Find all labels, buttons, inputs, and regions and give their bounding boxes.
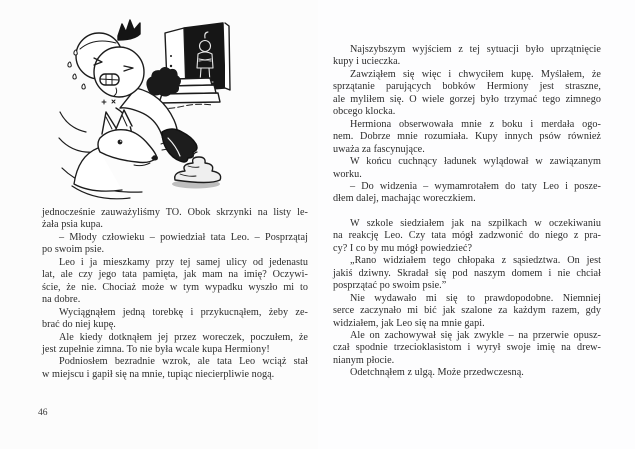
text-line: jednocześnie zauważyliśmy TO. Obok skrzynki na listy le- — [42, 207, 308, 218]
text-line: na dobre. — [42, 294, 81, 306]
text-line: po swoim psie. — [42, 244, 105, 256]
text-line: Ale on zachowywał się jak zwykle – na przerwie opusz- — [350, 329, 601, 341]
text-line: Leo i ja mieszkamy przy tej samej ulicy od jedenastu — [59, 256, 308, 268]
illustration — [58, 16, 238, 208]
right-page — [318, 0, 635, 449]
text-line: – Do widzenia – wymamrotałem do taty Leo i posze- — [350, 180, 601, 192]
mouth — [100, 74, 119, 85]
text-line: obcego klocka. — [333, 106, 396, 118]
text-line: lat, ale czy jego tata pamięta, jak mam na imię? Oczywi- — [42, 269, 308, 281]
text-line: ale myliłem się. O wiele gorzej było trzymać tego zimnego — [333, 93, 601, 105]
text-line: widziałem, jak Leo się na mnie gapi. — [333, 317, 485, 329]
text-line: nem. Dobrze mnie rozumiała. Kupy innych psów również — [333, 131, 601, 143]
text-line: Ale kiedy dotknąłem jej przez woreczek, poczułem, że — [59, 331, 308, 343]
text-line: Najszybszym wyjściem z tej sytuacji było uprzątnięcie — [350, 44, 601, 55]
text-line: Podniosłem bezradnie wzrok, ale tata Leo wciąż stał — [59, 356, 308, 368]
text-line: worku. — [333, 168, 362, 180]
page-number: 46 — [38, 408, 48, 418]
text-line: ście, że nie. Chociaż może w tym wypadku wyszło mi to — [42, 281, 308, 293]
text-line: Hermiona obserwowała mnie z boku i merdała ogo- — [350, 118, 601, 130]
text-line: czał spodnie trzecioklasistom i wyrył swoje imię na drew- — [333, 342, 601, 354]
text-line: Zawziąłem się więc i chwyciłem kupę. Myślałem, że — [350, 68, 601, 80]
text-line: na reakcję Leo. Czy tata mógł zadzwonić do niego z pra- — [333, 230, 601, 242]
text-line: Odetchnąłem z ulgą. Może przedwczesną. — [350, 367, 524, 379]
text-line: posprzątać po swoim psie.” — [333, 280, 447, 292]
text-line: – Młody człowieku – powiedział tata Leo. – Posprzątaj — [59, 231, 308, 243]
hair-tuft — [118, 20, 140, 40]
text-line: dłem dalej, machając woreczkiem. — [333, 193, 476, 205]
text-line: uważa za fascynujące. — [333, 143, 425, 155]
text-line: brać do niej kupę. — [42, 319, 116, 331]
text-line: sprzątanie parujących bobków Hermiony jest straszne, — [333, 81, 601, 93]
text-line: w miejscu i gapił się na mnie, tupiąc niecierpliwie nogą. — [42, 368, 275, 380]
text-line: Wyciągnąłem jedną torebkę i przykucnąłem, żeby ze- — [59, 306, 308, 318]
left-page-text — [42, 207, 308, 381]
text-line: cy? I co by mu mógł powiedzieć? — [333, 242, 473, 254]
text-line: żała psia kupa. — [42, 219, 103, 231]
text-line: „Rano widziałem tego chłopaka z sąsiedztwa. On jest — [350, 255, 601, 267]
text-line: kupy i ucieczka. — [333, 56, 401, 68]
bag-in-hand — [162, 129, 197, 162]
text-line: W szkole siedziałem jak na szpilkach w oczekiwaniu — [350, 217, 601, 229]
text-line: serce zaczynało mi bić jak szalone za każdym razem, gdy — [333, 305, 601, 317]
text-line: Nie wydawało mi się to prawdopodobne. Niemniej — [350, 292, 601, 304]
text-line: jakiś dziwny. Skradał się pod naszym domem i nie chciał — [333, 267, 601, 279]
text-line: jest zupełnie zimna. To nie była wcale kupa Hermiony! — [42, 343, 270, 355]
text-line: W końcu cuchnący ładunek wylądował w zawiązanym — [350, 156, 601, 168]
text-line: nianym płocie. — [333, 354, 395, 366]
right-page-text — [333, 44, 601, 380]
